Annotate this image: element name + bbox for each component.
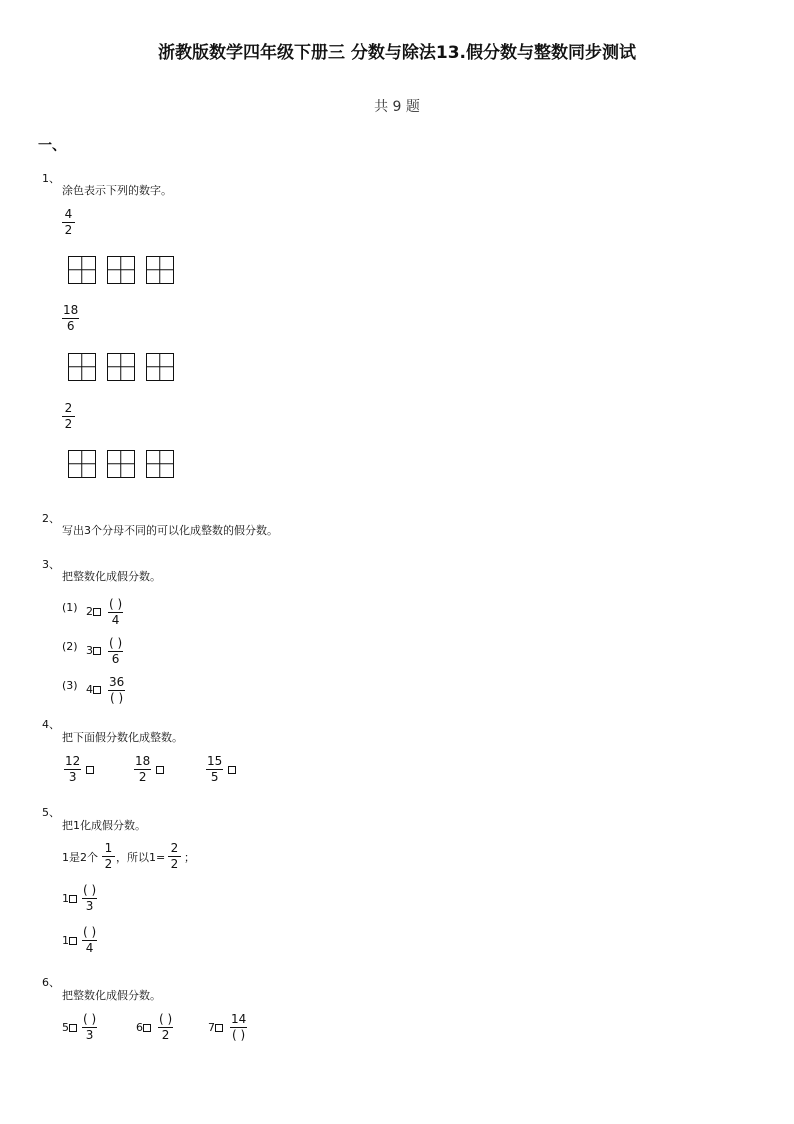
answer-box[interactable] [156, 766, 164, 774]
answer-box[interactable] [86, 766, 94, 774]
question-3-text: 把整数化成假分数。 [62, 570, 161, 583]
shading-grid[interactable] [107, 450, 135, 478]
question-2-number: 2、 [42, 512, 60, 525]
fraction-36-over-blank: 36 ( ) [109, 675, 125, 705]
answer-box[interactable] [93, 647, 101, 655]
question-1-text: 涂色表示下列的数字。 [62, 184, 172, 197]
fraction-blank-over-6: ( ) 6 [109, 636, 123, 666]
shading-grid[interactable] [68, 450, 96, 478]
answer-box[interactable] [215, 1024, 223, 1032]
shading-grid[interactable] [68, 256, 96, 284]
question-6-text: 把整数化成假分数。 [62, 989, 161, 1002]
question-4-text: 把下面假分数化成整数。 [62, 731, 183, 744]
whole-number: 2 [86, 605, 101, 618]
fraction-blank-over-4: ( ) 4 [109, 597, 123, 627]
fraction-blank-over-4: ( ) 4 [83, 925, 97, 955]
answer-box[interactable] [69, 937, 77, 945]
item-label: (1) [62, 601, 78, 614]
section-label: 一、 [38, 138, 66, 154]
fraction-blank-over-3: ( ) 3 [83, 883, 97, 913]
whole-number: 7 [208, 1021, 223, 1034]
whole-number: 4 [86, 683, 101, 696]
whole-number: 3 [86, 644, 101, 657]
shading-grid[interactable] [146, 450, 174, 478]
fraction-1-over-2: $\frac{1}{2}$ [102, 842, 115, 871]
fraction-14-over-blank: 14 ( ) [231, 1012, 247, 1042]
question-4-number: 4、 [42, 718, 60, 731]
whole-number: 5 [62, 1021, 77, 1034]
shading-grid[interactable] [146, 353, 174, 381]
fraction-18-over-2: $\frac{18}{2}$ [135, 754, 151, 784]
shading-grid[interactable] [146, 256, 174, 284]
answer-box[interactable] [93, 608, 101, 616]
shading-grid[interactable] [107, 353, 135, 381]
whole-number: 1 [62, 892, 77, 905]
page-title: 浙教版数学四年级下册三 分数与除法13.假分数与整数同步测试 [157, 43, 637, 63]
fraction-15-over-5: $\frac{15}{5}$ [207, 754, 223, 784]
example-text: ，所以1= [116, 851, 166, 864]
whole-number: 1 [62, 934, 77, 947]
shading-grid[interactable] [68, 353, 96, 381]
question-3-number: 3、 [42, 558, 60, 571]
question-5-number: 5、 [42, 806, 60, 819]
example-text: ； [184, 851, 195, 864]
question-5-text: 把1化成假分数。 [62, 819, 146, 832]
item-label: (3) [62, 679, 78, 692]
fraction-4-over-2: $\frac{4}{2}$ [62, 208, 75, 237]
fraction-blank-over-2: ( ) 2 [159, 1012, 173, 1042]
shading-grid[interactable] [107, 256, 135, 284]
fraction-18-over-6: $\frac{18}{6}$ [63, 303, 79, 333]
question-count: 共 9 题 [374, 99, 420, 115]
question-2-text: 写出3个分母不同的可以化成整数的假分数。 [62, 524, 278, 537]
fraction-2-over-2: $\frac{2}{2}$ [168, 842, 181, 871]
answer-box[interactable] [228, 766, 236, 774]
fraction-blank-over-3: ( ) 3 [83, 1012, 97, 1042]
whole-number: 6 [136, 1021, 151, 1034]
answer-box[interactable] [69, 1024, 77, 1032]
question-6-number: 6、 [42, 976, 60, 989]
fraction-12-over-3: $\frac{12}{3}$ [65, 754, 81, 784]
answer-box[interactable] [143, 1024, 151, 1032]
example-text: 1是2个 [62, 851, 98, 864]
fraction-2-over-2: $\frac{2}{2}$ [62, 402, 75, 431]
question-1-number: 1、 [42, 172, 60, 185]
answer-box[interactable] [93, 686, 101, 694]
item-label: (2) [62, 640, 78, 653]
answer-box[interactable] [69, 895, 77, 903]
